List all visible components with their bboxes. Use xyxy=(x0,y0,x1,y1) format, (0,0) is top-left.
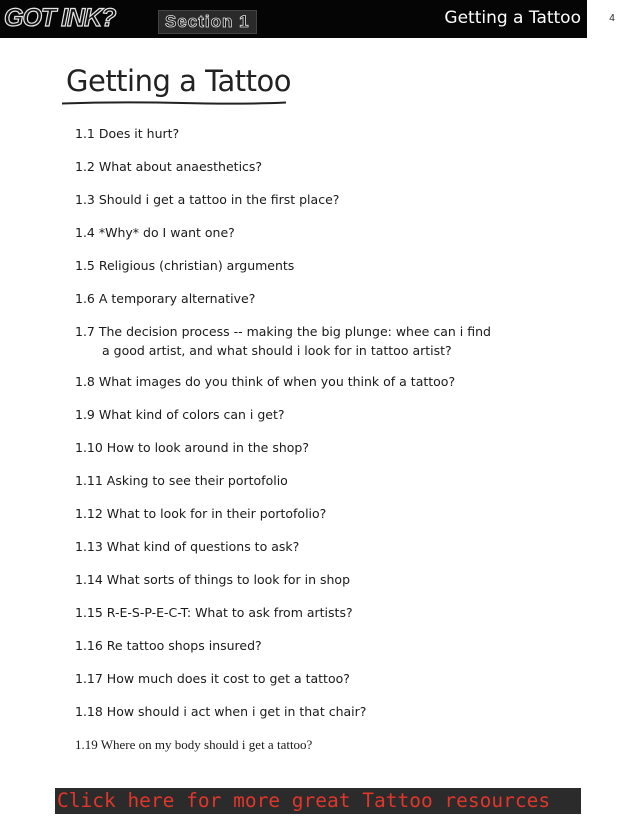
toc-item[interactable]: 1.4 *Why* do I want one? xyxy=(75,225,235,240)
toc-item[interactable]: 1.8 What images do you think of when you think of a tattoo? xyxy=(75,374,456,389)
header-bar xyxy=(0,0,587,38)
toc-item[interactable]: 1.16 Re tattoo shops insured? xyxy=(75,638,262,653)
toc-item[interactable]: 1.19 Where on my body should i get a tattoo? xyxy=(75,737,313,752)
tattoo-resources-link[interactable]: Click here for more great Tattoo resources xyxy=(55,788,581,814)
toc-item[interactable]: 1.2 What about anaesthetics? xyxy=(75,159,263,174)
toc-item[interactable]: 1.14 What sorts of things to look for in shop xyxy=(75,572,351,587)
toc-item-continuation: a good artist, and what should i look for in tattoo artist? xyxy=(102,343,452,358)
logo: GOT INK? xyxy=(4,4,116,32)
title-underline-icon xyxy=(62,101,286,105)
toc-item[interactable]: 1.15 R-E-S-P-E-C-T: What to ask from artists? xyxy=(75,605,353,620)
toc-item[interactable]: 1.5 Religious (christian) arguments xyxy=(75,258,295,273)
table-of-contents xyxy=(75,124,615,768)
toc-item[interactable]: 1.6 A temporary alternative? xyxy=(75,291,256,306)
toc-item[interactable]: 1.17 How much does it cost to get a tattoo? xyxy=(75,671,350,686)
page-title: Getting a Tattoo xyxy=(66,64,292,98)
toc-item[interactable]: 1.12 What to look for in their portofolio? xyxy=(75,506,327,521)
toc-item[interactable]: 1.18 How should i act when i get in that chair? xyxy=(75,704,367,719)
toc-item[interactable]: 1.9 What kind of colors can i get? xyxy=(75,407,285,422)
header-title: Getting a Tattoo xyxy=(444,8,581,28)
toc-item[interactable]: 1.13 What kind of questions to ask? xyxy=(75,539,300,554)
section-label: Section 1 xyxy=(158,10,257,34)
toc-item[interactable] xyxy=(75,322,615,372)
toc-item-line: 1.7 The decision process -- making the big plunge: whee can i find xyxy=(75,324,491,339)
toc-item[interactable]: 1.10 How to look around in the shop? xyxy=(75,440,309,455)
toc-item[interactable]: 1.11 Asking to see their portofolio xyxy=(75,473,288,488)
toc-item[interactable]: 1.1 Does it hurt? xyxy=(75,126,180,141)
toc-item[interactable]: 1.3 Should i get a tattoo in the first place? xyxy=(75,192,340,207)
page-number: 4 xyxy=(609,13,615,24)
